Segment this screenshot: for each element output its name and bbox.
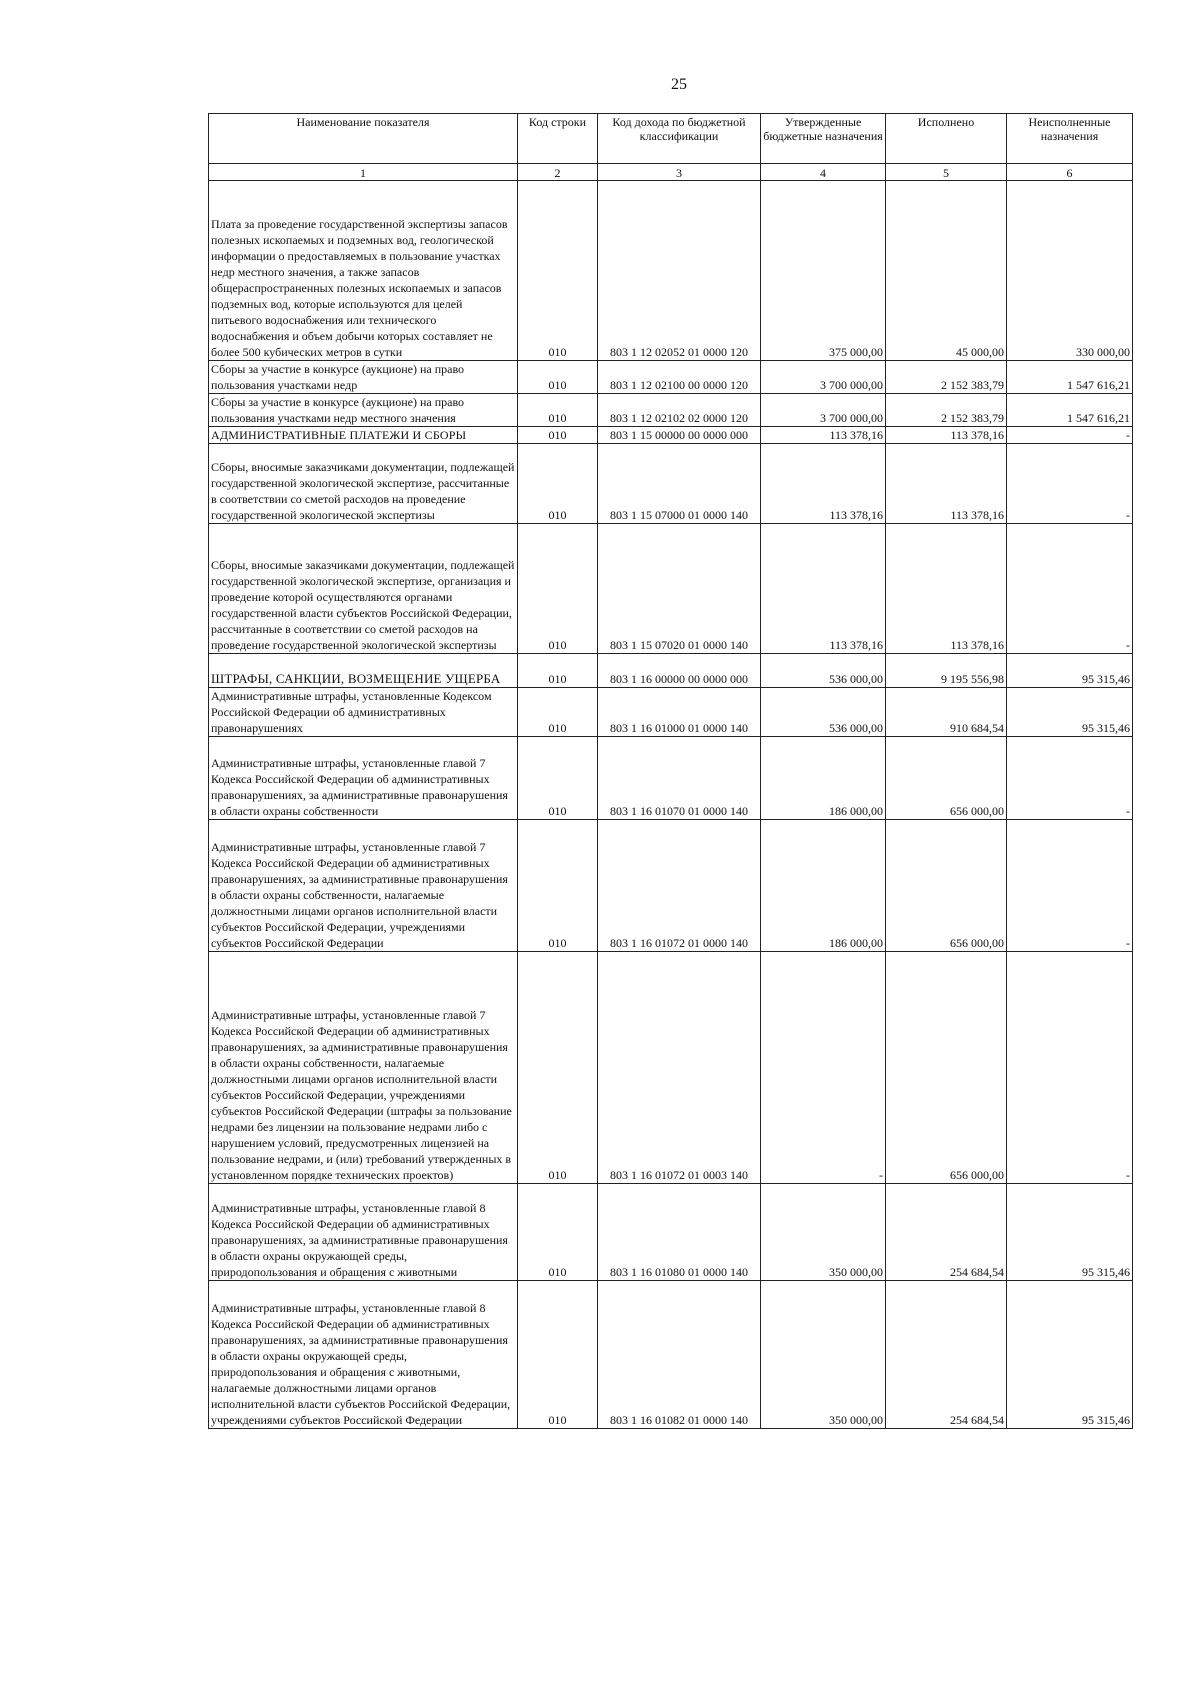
row-line-code: 010 [518, 181, 598, 361]
row-line-code: 010 [518, 524, 598, 654]
table-row [209, 654, 1133, 688]
row-income-code: 803 1 16 00000 00 0000 000 [598, 654, 761, 688]
row-approved: - [761, 952, 886, 1184]
column-number: 5 [886, 164, 1007, 181]
row-income-code: 803 1 16 01082 01 0000 140 [598, 1281, 761, 1429]
column-number-row [209, 164, 1133, 181]
row-name: Сборы за участие в конкурсе (аукционе) на право пользования участками недр [209, 361, 518, 394]
column-number: 2 [518, 164, 598, 181]
page-number: 25 [671, 76, 687, 93]
row-unexecuted: - [1007, 444, 1133, 524]
row-name: Сборы, вносимые заказчиками документации, подлежащей государственной экологической экспертизе, рассчитанные в соответствии со сметой расходов на проведение государственной экологической экспертизы [209, 444, 518, 524]
row-unexecuted: - [1007, 820, 1133, 952]
row-executed: 910 684,54 [886, 688, 1007, 737]
row-name: Административные штрафы, установленные главой 7 Кодекса Российской Федерации об административных правонарушениях, за административные правонарушения в области охраны собственности [209, 737, 518, 820]
row-unexecuted: 330 000,00 [1007, 181, 1133, 361]
row-income-code: 803 1 15 07020 01 0000 140 [598, 524, 761, 654]
table-row [209, 181, 1133, 361]
row-executed: 656 000,00 [886, 820, 1007, 952]
row-unexecuted: - [1007, 524, 1133, 654]
row-income-code: 803 1 12 02052 01 0000 120 [598, 181, 761, 361]
table-row [209, 524, 1133, 654]
row-name: Административные штрафы, установленные главой 7 Кодекса Российской Федерации об административных правонарушениях, за административные правонарушения в области охраны собственности, налагаемые должностными лицами органов исполнительной власти субъектов Российской Федерации, учреждениями субъектов Российской Федерации (штрафы за пользование недрами без лицензии на пользование недрами либо с нарушением условий, предусмотренных лицензией на пользование недрами, и (или) требований утвержденных в установленном порядке технических проектов) [209, 952, 518, 1184]
row-executed: 2 152 383,79 [886, 394, 1007, 427]
row-approved: 113 378,16 [761, 524, 886, 654]
row-executed: 656 000,00 [886, 952, 1007, 1184]
row-approved: 350 000,00 [761, 1281, 886, 1429]
table-row [209, 688, 1133, 737]
row-name: Административные штрафы, установленные главой 8 Кодекса Российской Федерации об административных правонарушениях, за административные правонарушения в области охраны окружающей среды, природопользования и обращения с животными [209, 1184, 518, 1281]
row-income-code: 803 1 16 01000 01 0000 140 [598, 688, 761, 737]
table-row [209, 952, 1133, 1184]
row-line-code: 010 [518, 1184, 598, 1281]
row-unexecuted: 95 315,46 [1007, 1281, 1133, 1429]
row-unexecuted: - [1007, 737, 1133, 820]
row-approved: 375 000,00 [761, 181, 886, 361]
row-income-code: 803 1 16 01080 01 0000 140 [598, 1184, 761, 1281]
header-executed: Исполнено [886, 114, 1007, 164]
row-name: Административные штрафы, установленные главой 7 Кодекса Российской Федерации об административных правонарушениях, за административные правонарушения в области охраны собственности, налагаемые должностными лицами органов исполнительной власти субъектов Российской Федерации, учреждениями субъектов Российской Федерации [209, 820, 518, 952]
row-income-code: 803 1 16 01072 01 0003 140 [598, 952, 761, 1184]
row-line-code: 010 [518, 952, 598, 1184]
row-name: АДМИНИСТРАТИВНЫЕ ПЛАТЕЖИ И СБОРЫ [209, 427, 518, 444]
row-line-code: 010 [518, 394, 598, 427]
row-unexecuted: - [1007, 952, 1133, 1184]
row-unexecuted: 95 315,46 [1007, 654, 1133, 688]
row-unexecuted: 1 547 616,21 [1007, 394, 1133, 427]
row-line-code: 010 [518, 427, 598, 444]
header-row [209, 114, 1133, 164]
header-line-code: Код строки [518, 114, 598, 164]
table-row [209, 394, 1133, 427]
row-name: Сборы за участие в конкурсе (аукционе) на право пользования участками недр местного значения [209, 394, 518, 427]
row-name: Плата за проведение государственной экспертизы запасов полезных ископаемых и подземных вод, геологической информации о предоставляемых в пользование участках недр местного значения, а также запасов общераспространенных полезных ископаемых и запасов подземных вод, которые используются для целей питьевого водоснабжения или технического водоснабжения и объем добычи которых составляет не более 500 кубических метров в сутки [209, 181, 518, 361]
row-name: ШТРАФЫ, САНКЦИИ, ВОЗМЕЩЕНИЕ УЩЕРБА [209, 654, 518, 688]
row-income-code: 803 1 15 00000 00 0000 000 [598, 427, 761, 444]
row-executed: 656 000,00 [886, 737, 1007, 820]
row-approved: 186 000,00 [761, 820, 886, 952]
row-line-code: 010 [518, 820, 598, 952]
row-unexecuted: 95 315,46 [1007, 1184, 1133, 1281]
header-indicator-name: Наименование показателя [209, 114, 518, 164]
header-unexecuted: Неисполненные назначения [1007, 114, 1133, 164]
row-line-code: 010 [518, 737, 598, 820]
row-executed: 2 152 383,79 [886, 361, 1007, 394]
row-line-code: 010 [518, 444, 598, 524]
row-line-code: 010 [518, 654, 598, 688]
table-row [209, 1184, 1133, 1281]
column-number: 4 [761, 164, 886, 181]
table-row [209, 1281, 1133, 1429]
row-executed: 113 378,16 [886, 444, 1007, 524]
row-line-code: 010 [518, 361, 598, 394]
row-approved: 113 378,16 [761, 427, 886, 444]
budget-execution-table [208, 113, 1133, 1429]
row-approved: 113 378,16 [761, 444, 886, 524]
row-approved: 536 000,00 [761, 654, 886, 688]
row-income-code: 803 1 12 02100 00 0000 120 [598, 361, 761, 394]
table-row [209, 361, 1133, 394]
table-row [209, 737, 1133, 820]
row-line-code: 010 [518, 1281, 598, 1429]
row-name: Административные штрафы, установленные главой 8 Кодекса Российской Федерации об административных правонарушениях, за административные правонарушения в области охраны окружающей среды, природопользования и обращения с животными, налагаемые должностными лицами органов исполнительной власти субъектов Российской Федерации, учреждениями субъектов Российской Федерации [209, 1281, 518, 1429]
row-approved: 186 000,00 [761, 737, 886, 820]
row-approved: 3 700 000,00 [761, 361, 886, 394]
row-approved: 3 700 000,00 [761, 394, 886, 427]
table-row [209, 820, 1133, 952]
table-row [209, 427, 1133, 444]
row-executed: 113 378,16 [886, 427, 1007, 444]
row-income-code: 803 1 15 07000 01 0000 140 [598, 444, 761, 524]
header-approved: Утвержденные бюджетные назначения [761, 114, 886, 164]
row-unexecuted: - [1007, 427, 1133, 444]
row-executed: 45 000,00 [886, 181, 1007, 361]
column-number: 3 [598, 164, 761, 181]
row-line-code: 010 [518, 688, 598, 737]
column-number: 6 [1007, 164, 1133, 181]
row-executed: 9 195 556,98 [886, 654, 1007, 688]
row-income-code: 803 1 12 02102 02 0000 120 [598, 394, 761, 427]
row-approved: 536 000,00 [761, 688, 886, 737]
column-number: 1 [209, 164, 518, 181]
row-name: Сборы, вносимые заказчиками документации, подлежащей государственной экологической экспертизе, организация и проведение которой осуществляются органами государственной власти субъектов Российской Федерации, рассчитанные в соответствии со сметой расходов на проведение государственной экологической экспертизы [209, 524, 518, 654]
row-executed: 254 684,54 [886, 1184, 1007, 1281]
row-executed: 254 684,54 [886, 1281, 1007, 1429]
row-unexecuted: 1 547 616,21 [1007, 361, 1133, 394]
row-approved: 350 000,00 [761, 1184, 886, 1281]
row-income-code: 803 1 16 01072 01 0000 140 [598, 820, 761, 952]
header-income-code: Код дохода по бюджетной классификации [598, 114, 761, 164]
row-income-code: 803 1 16 01070 01 0000 140 [598, 737, 761, 820]
row-executed: 113 378,16 [886, 524, 1007, 654]
row-unexecuted: 95 315,46 [1007, 688, 1133, 737]
row-name: Административные штрафы, установленные Кодексом Российской Федерации об административных правонарушениях [209, 688, 518, 737]
table-row [209, 444, 1133, 524]
